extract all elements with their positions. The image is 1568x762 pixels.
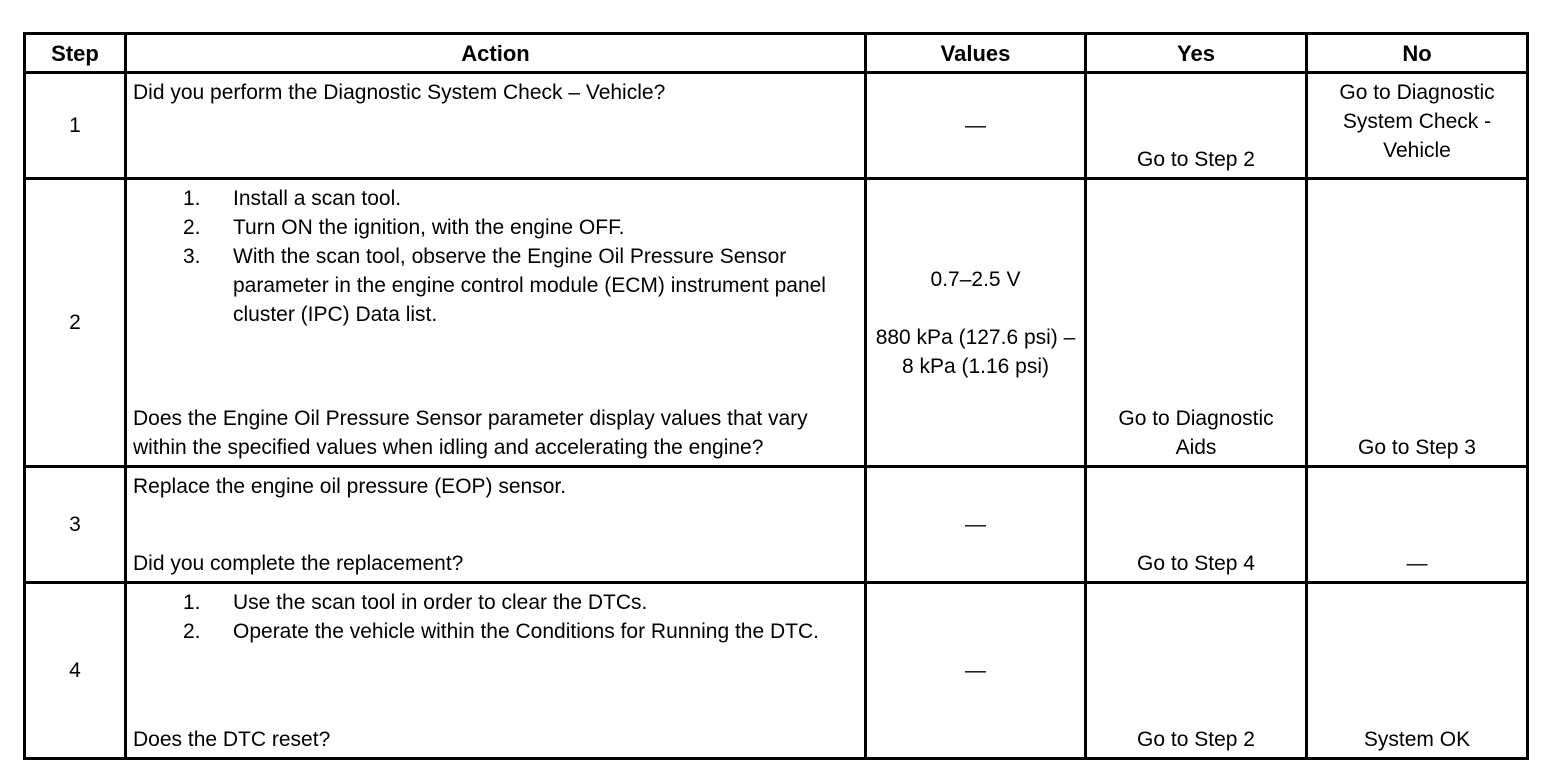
no-cell: Go to Step 3 xyxy=(1307,179,1528,467)
list-item xyxy=(133,213,858,242)
list-item-text: Operate the vehicle within the Conditions for Running the DTC. xyxy=(233,620,819,643)
list-item-text: Turn ON the ignition, with the engine OFF. xyxy=(233,216,625,239)
values-cell: — xyxy=(866,467,1086,583)
list-item-text: With the scan tool, observe the Engine Oil Pressure Sensor parameter in the engine control module (ECM) instrument panel cluster (IPC) Data list. xyxy=(233,245,826,326)
values-cell xyxy=(866,179,1086,467)
header-step: Step xyxy=(25,34,126,73)
list-item xyxy=(133,184,858,213)
table-row xyxy=(25,467,1528,583)
diagnostic-table xyxy=(23,32,1529,760)
step-number: 4 xyxy=(25,583,126,759)
yes-text: Go to Diagnostic Aids xyxy=(1118,407,1274,459)
action-cell xyxy=(126,179,866,467)
table-row xyxy=(25,73,1528,179)
table-row xyxy=(25,179,1528,467)
header-row xyxy=(25,34,1528,73)
header-yes: Yes xyxy=(1086,34,1307,73)
no-cell: — xyxy=(1307,467,1528,583)
step-number: 2 xyxy=(25,179,126,467)
action-steps-list xyxy=(133,588,858,646)
values-cell: — xyxy=(866,583,1086,759)
values-cell: — xyxy=(866,73,1086,179)
list-item-text: Use the scan tool in order to clear the DTCs. xyxy=(233,591,648,614)
action-steps-list xyxy=(133,184,858,329)
values-pressure: 880 kPa (127.6 psi) – 8 kPa (1.16 psi) xyxy=(875,325,1076,378)
step-number: 1 xyxy=(25,73,126,179)
action-text: Replace the engine oil pressure (EOP) sensor. xyxy=(133,475,567,498)
action-cell xyxy=(126,583,866,759)
list-item xyxy=(133,617,858,646)
action-cell xyxy=(126,467,866,583)
action-question: Does the Engine Oil Pressure Sensor parameter display values that vary within the specified values when idling and accelerating the engine? xyxy=(133,407,808,459)
step-number: 3 xyxy=(25,467,126,583)
header-action: Action xyxy=(126,34,866,73)
list-item-number: 2. xyxy=(183,620,201,643)
list-item-number: 3. xyxy=(183,245,201,268)
list-item-number: 1. xyxy=(183,591,201,614)
list-item xyxy=(133,588,858,617)
action-question: Does the DTC reset? xyxy=(133,728,331,751)
action-cell xyxy=(126,73,866,179)
list-item-text: Install a scan tool. xyxy=(233,187,402,210)
yes-cell: Go to Step 4 xyxy=(1086,467,1307,583)
header-no: No xyxy=(1307,34,1528,73)
yes-cell xyxy=(1086,179,1307,467)
no-cell xyxy=(1307,73,1528,179)
action-question: Did you complete the replacement? xyxy=(133,552,464,575)
no-text: Go to Diagnostic System Check - Vehicle xyxy=(1339,81,1495,162)
list-item-number: 1. xyxy=(183,187,201,210)
list-item xyxy=(133,242,858,329)
table-row xyxy=(25,583,1528,759)
list-item-number: 2. xyxy=(183,216,201,239)
values-voltage: 0.7–2.5 V xyxy=(930,267,1021,291)
action-question: Did you perform the Diagnostic System Check – Vehicle? xyxy=(133,81,666,104)
header-values: Values xyxy=(866,34,1086,73)
no-cell: System OK xyxy=(1307,583,1528,759)
yes-cell: Go to Step 2 xyxy=(1086,583,1307,759)
yes-cell: Go to Step 2 xyxy=(1086,73,1307,179)
